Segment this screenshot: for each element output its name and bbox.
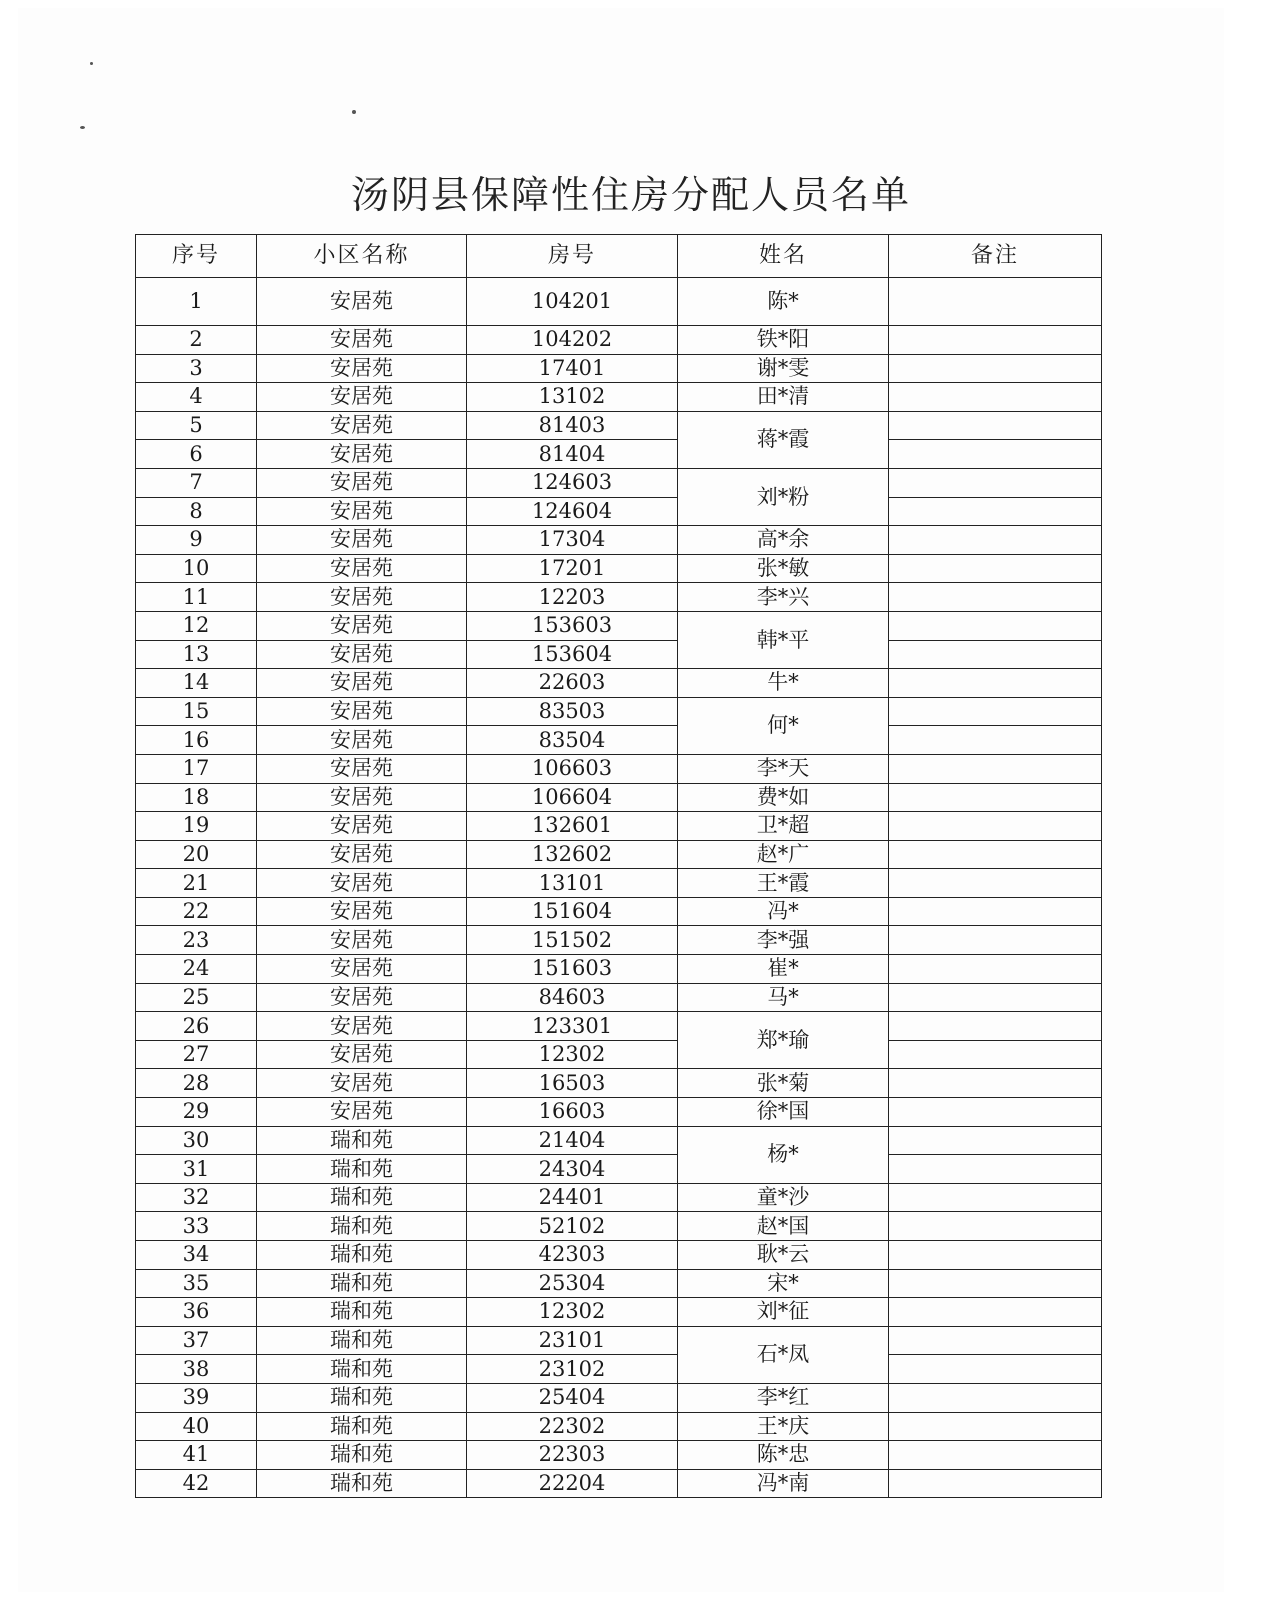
table-row bbox=[136, 783, 1102, 812]
serial-number-cell: 41 bbox=[136, 1441, 257, 1470]
serial-number-cell: 9 bbox=[136, 526, 257, 555]
community-name-cell: 瑞和苑 bbox=[257, 1441, 467, 1470]
community-name-cell: 安居苑 bbox=[257, 1098, 467, 1127]
community-name-cell: 安居苑 bbox=[257, 669, 467, 698]
serial-number-cell: 38 bbox=[136, 1355, 257, 1384]
serial-number-cell: 23 bbox=[136, 926, 257, 955]
name-cell: 田*清 bbox=[678, 383, 889, 412]
room-number-cell: 106604 bbox=[467, 783, 678, 812]
table-row bbox=[136, 754, 1102, 783]
table-row bbox=[136, 897, 1102, 926]
community-name-cell: 安居苑 bbox=[257, 1012, 467, 1041]
table-row bbox=[136, 640, 1102, 669]
room-number-cell: 16503 bbox=[467, 1069, 678, 1098]
serial-number-cell: 12 bbox=[136, 611, 257, 640]
community-name-cell: 瑞和苑 bbox=[257, 1183, 467, 1212]
remarks-cell bbox=[889, 726, 1102, 755]
name-cell: 王*庆 bbox=[678, 1412, 889, 1441]
community-name-cell: 安居苑 bbox=[257, 354, 467, 383]
remarks-cell bbox=[889, 669, 1102, 698]
serial-number-cell: 32 bbox=[136, 1183, 257, 1212]
community-name-cell: 瑞和苑 bbox=[257, 1383, 467, 1412]
room-number-cell: 151603 bbox=[467, 955, 678, 984]
remarks-cell bbox=[889, 926, 1102, 955]
room-number-cell: 23101 bbox=[467, 1326, 678, 1355]
table-header-row bbox=[136, 235, 1102, 278]
remarks-cell bbox=[889, 1069, 1102, 1098]
room-number-cell: 153604 bbox=[467, 640, 678, 669]
room-number-cell: 153603 bbox=[467, 611, 678, 640]
table-row bbox=[136, 955, 1102, 984]
table-row bbox=[136, 812, 1102, 841]
community-name-cell: 安居苑 bbox=[257, 869, 467, 898]
room-number-cell: 22204 bbox=[467, 1469, 678, 1498]
serial-number-cell: 3 bbox=[136, 354, 257, 383]
header-serial-number: 序号 bbox=[136, 235, 257, 278]
remarks-cell bbox=[889, 611, 1102, 640]
community-name-cell: 安居苑 bbox=[257, 983, 467, 1012]
table-row bbox=[136, 1183, 1102, 1212]
name-cell: 赵*广 bbox=[678, 840, 889, 869]
name-cell: 陈* bbox=[678, 278, 889, 326]
serial-number-cell: 25 bbox=[136, 983, 257, 1012]
table-row bbox=[136, 1326, 1102, 1355]
serial-number-cell: 5 bbox=[136, 411, 257, 440]
serial-number-cell: 14 bbox=[136, 669, 257, 698]
room-number-cell: 24401 bbox=[467, 1183, 678, 1212]
table-row bbox=[136, 1126, 1102, 1155]
community-name-cell: 安居苑 bbox=[257, 840, 467, 869]
remarks-cell bbox=[889, 1183, 1102, 1212]
name-cell: 冯*南 bbox=[678, 1469, 889, 1498]
table-row bbox=[136, 1241, 1102, 1270]
community-name-cell: 安居苑 bbox=[257, 897, 467, 926]
remarks-cell bbox=[889, 554, 1102, 583]
room-number-cell: 52102 bbox=[467, 1212, 678, 1241]
table-row bbox=[136, 611, 1102, 640]
remarks-cell bbox=[889, 1155, 1102, 1184]
serial-number-cell: 28 bbox=[136, 1069, 257, 1098]
serial-number-cell: 30 bbox=[136, 1126, 257, 1155]
serial-number-cell: 17 bbox=[136, 754, 257, 783]
community-name-cell: 安居苑 bbox=[257, 812, 467, 841]
community-name-cell: 瑞和苑 bbox=[257, 1269, 467, 1298]
name-cell: 石*凤 bbox=[678, 1326, 889, 1383]
remarks-cell bbox=[889, 1441, 1102, 1470]
serial-number-cell: 35 bbox=[136, 1269, 257, 1298]
table-row bbox=[136, 583, 1102, 612]
remarks-cell bbox=[889, 983, 1102, 1012]
serial-number-cell: 36 bbox=[136, 1298, 257, 1327]
room-number-cell: 151604 bbox=[467, 897, 678, 926]
community-name-cell: 安居苑 bbox=[257, 526, 467, 555]
remarks-cell bbox=[889, 812, 1102, 841]
header-name: 姓名 bbox=[678, 235, 889, 278]
community-name-cell: 瑞和苑 bbox=[257, 1355, 467, 1384]
serial-number-cell: 19 bbox=[136, 812, 257, 841]
room-number-cell: 13102 bbox=[467, 383, 678, 412]
table-row bbox=[136, 1155, 1102, 1184]
name-cell: 费*如 bbox=[678, 783, 889, 812]
room-number-cell: 104202 bbox=[467, 326, 678, 355]
scan-speck bbox=[90, 62, 93, 65]
serial-number-cell: 21 bbox=[136, 869, 257, 898]
community-name-cell: 安居苑 bbox=[257, 497, 467, 526]
table-row bbox=[136, 1040, 1102, 1069]
table-row bbox=[136, 1012, 1102, 1041]
remarks-cell bbox=[889, 1326, 1102, 1355]
name-cell: 张*菊 bbox=[678, 1069, 889, 1098]
serial-number-cell: 29 bbox=[136, 1098, 257, 1127]
room-number-cell: 12302 bbox=[467, 1298, 678, 1327]
remarks-cell bbox=[889, 497, 1102, 526]
table-row bbox=[136, 1469, 1102, 1498]
table-row bbox=[136, 1069, 1102, 1098]
name-cell: 卫*超 bbox=[678, 812, 889, 841]
header-community-name: 小区名称 bbox=[257, 235, 467, 278]
name-cell: 刘*征 bbox=[678, 1298, 889, 1327]
name-cell: 刘*粉 bbox=[678, 468, 889, 525]
name-cell: 高*余 bbox=[678, 526, 889, 555]
community-name-cell: 安居苑 bbox=[257, 440, 467, 469]
remarks-cell bbox=[889, 383, 1102, 412]
table-row bbox=[136, 440, 1102, 469]
scan-speck bbox=[80, 126, 85, 129]
community-name-cell: 安居苑 bbox=[257, 955, 467, 984]
table-row bbox=[136, 1269, 1102, 1298]
serial-number-cell: 27 bbox=[136, 1040, 257, 1069]
room-number-cell: 124603 bbox=[467, 468, 678, 497]
community-name-cell: 安居苑 bbox=[257, 697, 467, 726]
room-number-cell: 22303 bbox=[467, 1441, 678, 1470]
remarks-cell bbox=[889, 1126, 1102, 1155]
remarks-cell bbox=[889, 526, 1102, 555]
community-name-cell: 瑞和苑 bbox=[257, 1155, 467, 1184]
name-cell: 赵*国 bbox=[678, 1212, 889, 1241]
name-cell: 郑*瑜 bbox=[678, 1012, 889, 1069]
name-cell: 韩*平 bbox=[678, 611, 889, 668]
serial-number-cell: 26 bbox=[136, 1012, 257, 1041]
room-number-cell: 124604 bbox=[467, 497, 678, 526]
table-row bbox=[136, 278, 1102, 326]
room-number-cell: 24304 bbox=[467, 1155, 678, 1184]
remarks-cell bbox=[889, 440, 1102, 469]
community-name-cell: 安居苑 bbox=[257, 1040, 467, 1069]
table-row bbox=[136, 1412, 1102, 1441]
name-cell: 冯* bbox=[678, 897, 889, 926]
table-row bbox=[136, 726, 1102, 755]
name-cell: 铁*阳 bbox=[678, 326, 889, 355]
remarks-cell bbox=[889, 754, 1102, 783]
serial-number-cell: 1 bbox=[136, 278, 257, 326]
allocation-table bbox=[135, 234, 1102, 1498]
room-number-cell: 132602 bbox=[467, 840, 678, 869]
remarks-cell bbox=[889, 411, 1102, 440]
table-row bbox=[136, 1441, 1102, 1470]
remarks-cell bbox=[889, 326, 1102, 355]
remarks-cell bbox=[889, 583, 1102, 612]
serial-number-cell: 22 bbox=[136, 897, 257, 926]
serial-number-cell: 33 bbox=[136, 1212, 257, 1241]
remarks-cell bbox=[889, 1383, 1102, 1412]
room-number-cell: 22302 bbox=[467, 1412, 678, 1441]
room-number-cell: 83503 bbox=[467, 697, 678, 726]
name-cell: 崔* bbox=[678, 955, 889, 984]
table-row bbox=[136, 383, 1102, 412]
room-number-cell: 12302 bbox=[467, 1040, 678, 1069]
table-row bbox=[136, 326, 1102, 355]
community-name-cell: 瑞和苑 bbox=[257, 1212, 467, 1241]
remarks-cell bbox=[889, 1269, 1102, 1298]
remarks-cell bbox=[889, 955, 1102, 984]
room-number-cell: 42303 bbox=[467, 1241, 678, 1270]
room-number-cell: 151502 bbox=[467, 926, 678, 955]
table-body bbox=[136, 278, 1102, 1498]
name-cell: 李*天 bbox=[678, 754, 889, 783]
name-cell: 陈*忠 bbox=[678, 1441, 889, 1470]
room-number-cell: 21404 bbox=[467, 1126, 678, 1155]
room-number-cell: 12203 bbox=[467, 583, 678, 612]
table-row bbox=[136, 526, 1102, 555]
name-cell: 童*沙 bbox=[678, 1183, 889, 1212]
serial-number-cell: 42 bbox=[136, 1469, 257, 1498]
remarks-cell bbox=[889, 1469, 1102, 1498]
name-cell: 牛* bbox=[678, 669, 889, 698]
serial-number-cell: 16 bbox=[136, 726, 257, 755]
community-name-cell: 瑞和苑 bbox=[257, 1298, 467, 1327]
room-number-cell: 132601 bbox=[467, 812, 678, 841]
serial-number-cell: 15 bbox=[136, 697, 257, 726]
room-number-cell: 17401 bbox=[467, 354, 678, 383]
name-cell: 宋* bbox=[678, 1269, 889, 1298]
remarks-cell bbox=[889, 697, 1102, 726]
document-title: 汤阴县保障性住房分配人员名单 bbox=[350, 173, 911, 217]
serial-number-cell: 20 bbox=[136, 840, 257, 869]
serial-number-cell: 6 bbox=[136, 440, 257, 469]
room-number-cell: 25404 bbox=[467, 1383, 678, 1412]
table-row bbox=[136, 554, 1102, 583]
serial-number-cell: 4 bbox=[136, 383, 257, 412]
remarks-cell bbox=[889, 783, 1102, 812]
community-name-cell: 瑞和苑 bbox=[257, 1241, 467, 1270]
remarks-cell bbox=[889, 1098, 1102, 1127]
room-number-cell: 23102 bbox=[467, 1355, 678, 1384]
serial-number-cell: 24 bbox=[136, 955, 257, 984]
remarks-cell bbox=[889, 1241, 1102, 1270]
remarks-cell bbox=[889, 278, 1102, 326]
community-name-cell: 安居苑 bbox=[257, 411, 467, 440]
serial-number-cell: 13 bbox=[136, 640, 257, 669]
serial-number-cell: 39 bbox=[136, 1383, 257, 1412]
table-row bbox=[136, 411, 1102, 440]
serial-number-cell: 7 bbox=[136, 468, 257, 497]
room-number-cell: 104201 bbox=[467, 278, 678, 326]
community-name-cell: 安居苑 bbox=[257, 278, 467, 326]
remarks-cell bbox=[889, 468, 1102, 497]
serial-number-cell: 8 bbox=[136, 497, 257, 526]
serial-number-cell: 34 bbox=[136, 1241, 257, 1270]
community-name-cell: 瑞和苑 bbox=[257, 1412, 467, 1441]
serial-number-cell: 18 bbox=[136, 783, 257, 812]
name-cell: 李*兴 bbox=[678, 583, 889, 612]
table-row bbox=[136, 926, 1102, 955]
serial-number-cell: 10 bbox=[136, 554, 257, 583]
room-number-cell: 83504 bbox=[467, 726, 678, 755]
community-name-cell: 安居苑 bbox=[257, 726, 467, 755]
community-name-cell: 瑞和苑 bbox=[257, 1469, 467, 1498]
remarks-cell bbox=[889, 1412, 1102, 1441]
name-cell: 蒋*霞 bbox=[678, 411, 889, 468]
community-name-cell: 瑞和苑 bbox=[257, 1326, 467, 1355]
table-row bbox=[136, 1212, 1102, 1241]
table-row bbox=[136, 669, 1102, 698]
community-name-cell: 瑞和苑 bbox=[257, 1126, 467, 1155]
serial-number-cell: 2 bbox=[136, 326, 257, 355]
name-cell: 张*敏 bbox=[678, 554, 889, 583]
serial-number-cell: 11 bbox=[136, 583, 257, 612]
name-cell: 李*红 bbox=[678, 1383, 889, 1412]
scan-speck bbox=[352, 110, 356, 114]
remarks-cell bbox=[889, 354, 1102, 383]
name-cell: 耿*云 bbox=[678, 1241, 889, 1270]
name-cell: 杨* bbox=[678, 1126, 889, 1183]
room-number-cell: 17201 bbox=[467, 554, 678, 583]
name-cell: 马* bbox=[678, 983, 889, 1012]
remarks-cell bbox=[889, 1012, 1102, 1041]
table-row bbox=[136, 1298, 1102, 1327]
serial-number-cell: 37 bbox=[136, 1326, 257, 1355]
table-row bbox=[136, 1383, 1102, 1412]
remarks-cell bbox=[889, 897, 1102, 926]
name-cell: 徐*国 bbox=[678, 1098, 889, 1127]
community-name-cell: 安居苑 bbox=[257, 583, 467, 612]
table-row bbox=[136, 497, 1102, 526]
name-cell: 李*强 bbox=[678, 926, 889, 955]
community-name-cell: 安居苑 bbox=[257, 783, 467, 812]
remarks-cell bbox=[889, 1298, 1102, 1327]
header-remarks: 备注 bbox=[889, 235, 1102, 278]
community-name-cell: 安居苑 bbox=[257, 640, 467, 669]
table-row bbox=[136, 468, 1102, 497]
room-number-cell: 25304 bbox=[467, 1269, 678, 1298]
community-name-cell: 安居苑 bbox=[257, 326, 467, 355]
room-number-cell: 17304 bbox=[467, 526, 678, 555]
table-row bbox=[136, 1355, 1102, 1384]
room-number-cell: 13101 bbox=[467, 869, 678, 898]
room-number-cell: 106603 bbox=[467, 754, 678, 783]
table-row bbox=[136, 697, 1102, 726]
serial-number-cell: 40 bbox=[136, 1412, 257, 1441]
community-name-cell: 安居苑 bbox=[257, 1069, 467, 1098]
community-name-cell: 安居苑 bbox=[257, 468, 467, 497]
community-name-cell: 安居苑 bbox=[257, 754, 467, 783]
name-cell: 何* bbox=[678, 697, 889, 754]
room-number-cell: 22603 bbox=[467, 669, 678, 698]
remarks-cell bbox=[889, 1040, 1102, 1069]
room-number-cell: 123301 bbox=[467, 1012, 678, 1041]
table-row bbox=[136, 354, 1102, 383]
name-cell: 王*霞 bbox=[678, 869, 889, 898]
room-number-cell: 81403 bbox=[467, 411, 678, 440]
table-row bbox=[136, 840, 1102, 869]
community-name-cell: 安居苑 bbox=[257, 383, 467, 412]
remarks-cell bbox=[889, 1212, 1102, 1241]
remarks-cell bbox=[889, 640, 1102, 669]
remarks-cell bbox=[889, 1355, 1102, 1384]
community-name-cell: 安居苑 bbox=[257, 611, 467, 640]
table-row bbox=[136, 1098, 1102, 1127]
table-row bbox=[136, 983, 1102, 1012]
table-row bbox=[136, 869, 1102, 898]
community-name-cell: 安居苑 bbox=[257, 554, 467, 583]
community-name-cell: 安居苑 bbox=[257, 926, 467, 955]
room-number-cell: 81404 bbox=[467, 440, 678, 469]
name-cell: 谢*雯 bbox=[678, 354, 889, 383]
room-number-cell: 84603 bbox=[467, 983, 678, 1012]
serial-number-cell: 31 bbox=[136, 1155, 257, 1184]
remarks-cell bbox=[889, 840, 1102, 869]
header-room-number: 房号 bbox=[467, 235, 678, 278]
remarks-cell bbox=[889, 869, 1102, 898]
room-number-cell: 16603 bbox=[467, 1098, 678, 1127]
